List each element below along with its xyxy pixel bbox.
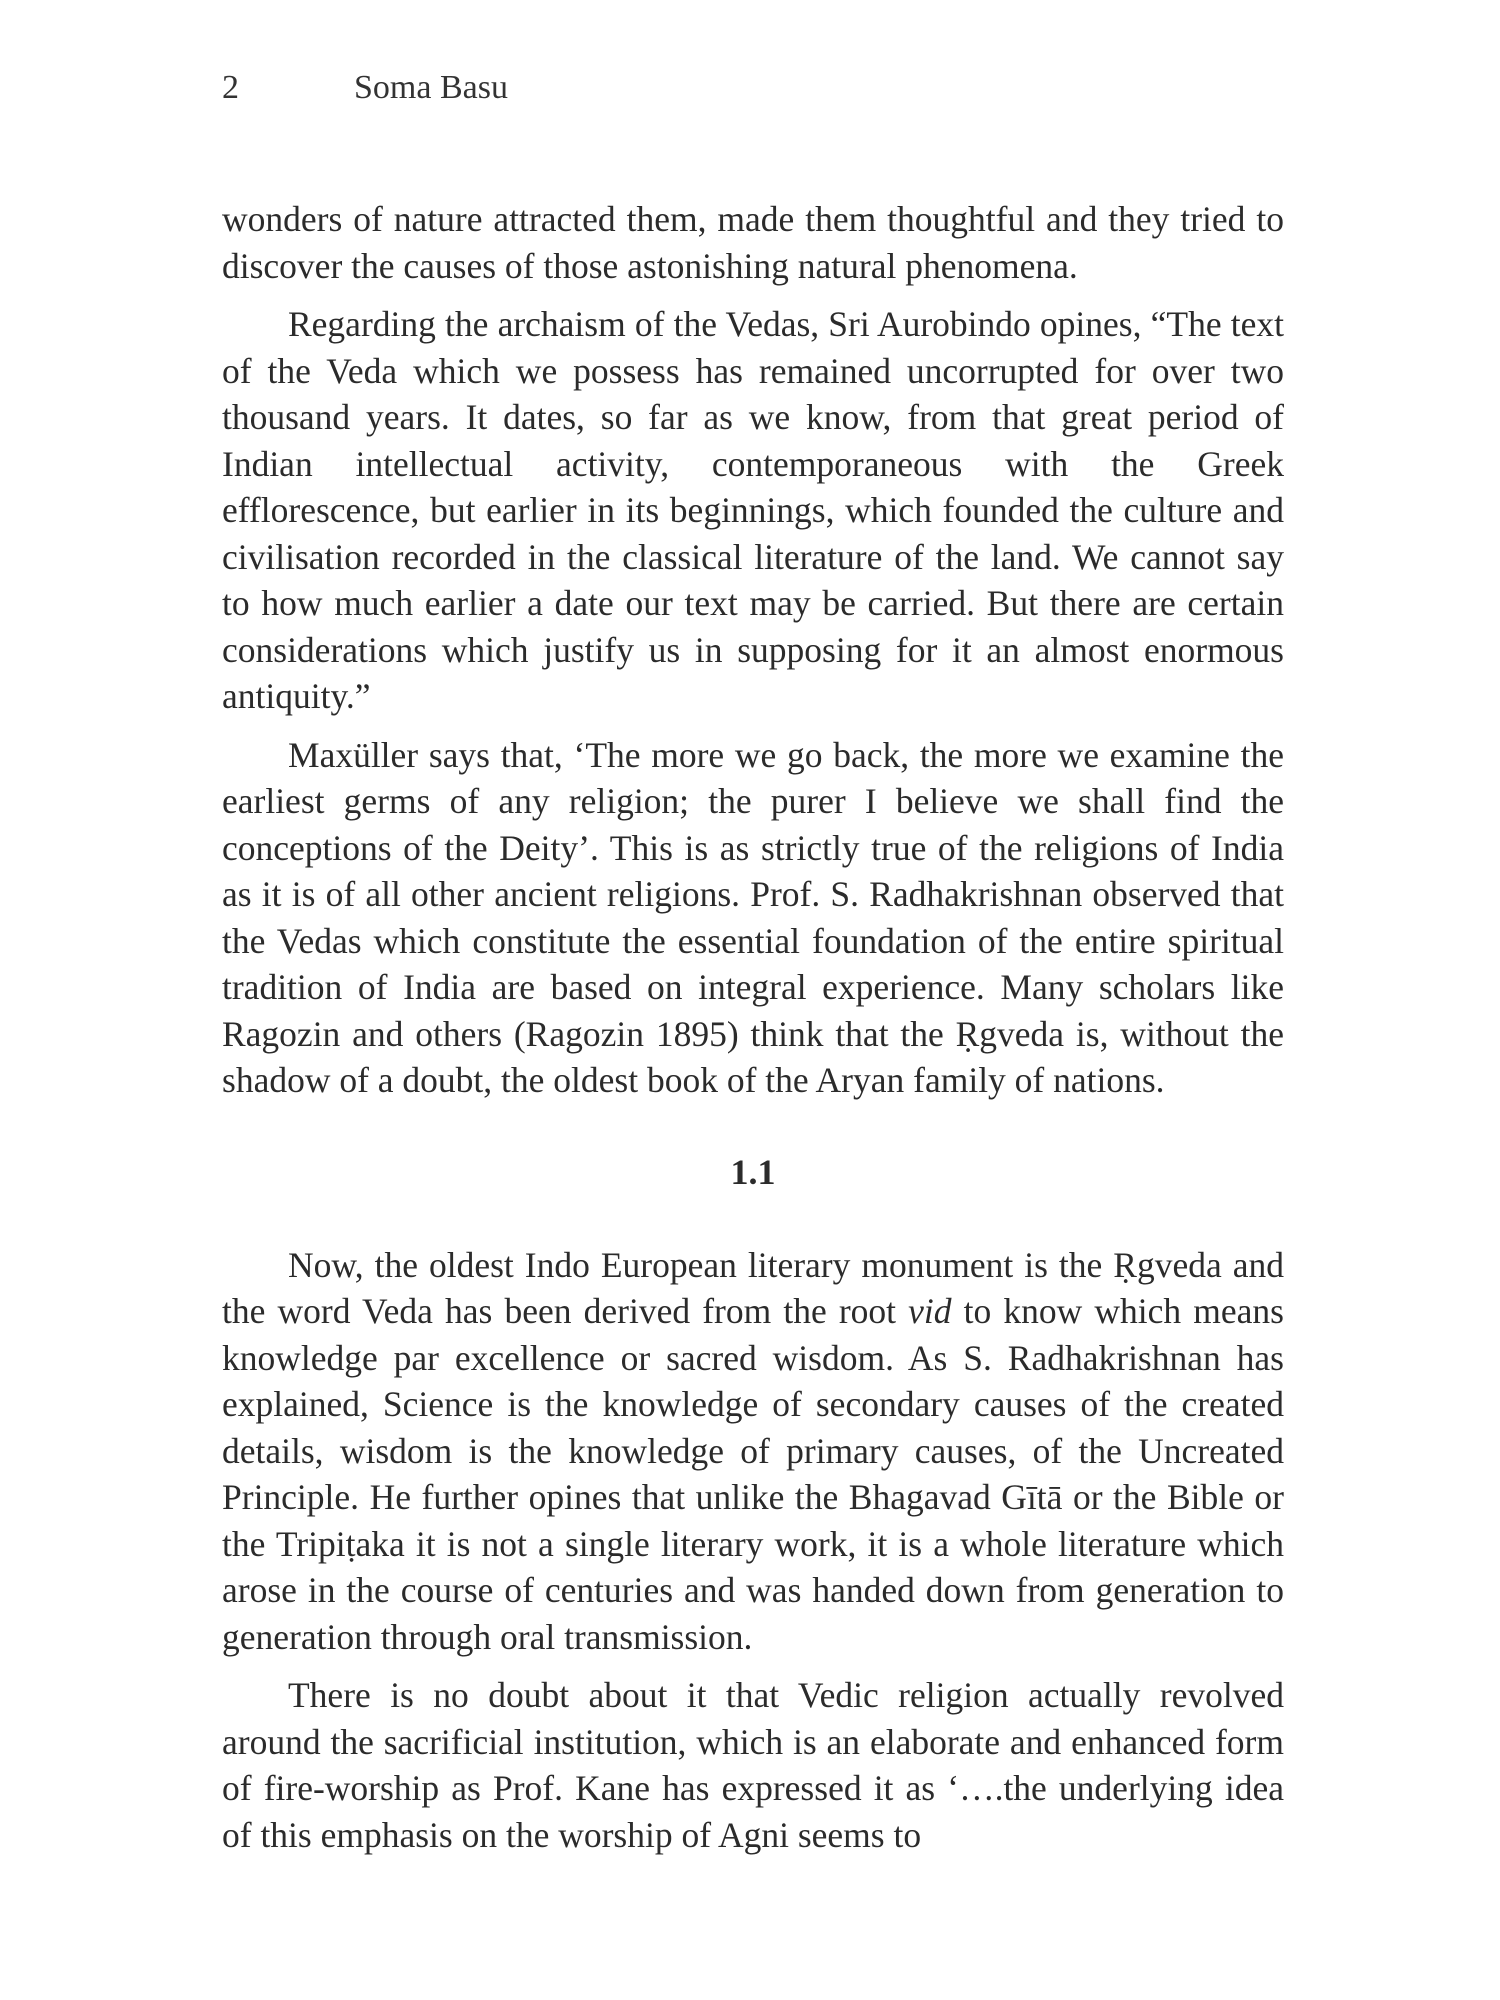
- paragraph-maxuller: Maxüller says that, ‘The more we go back, the more we examine the earliest germs of any religion; the purer I believe we shall find the conceptions of the Deity’. This is as strictly true of the religions of India as it is of all other ancient religions. Prof. S. Radhakrishnan observed that the Vedas which constitute the essential foundation of the entire spiritual tradition of India are based on integral experience. Many scholars like Ragozin and others (Ragozin 1895) think that the Ṛgveda is, without the shadow of a doubt, the oldest book of the Aryan family of nations.: [222, 734, 1284, 1100]
- body-text: [222, 196, 1284, 1870]
- paragraph-rgveda: [222, 1242, 1284, 1661]
- paragraph-vedic-religion: There is no doubt about it that Vedic religion actually revolved around the sacrificial institution, which is an elaborate and enhanced form of fire-worship as Prof. Kane has expressed it as ‘….the underlying idea of this emphasis on the worship of Agni seems to: [222, 1675, 1284, 1855]
- paragraph-rgveda-part-2: to know which means knowledge par excellence or sacred wisdom. As S. Radhakrishnan has explained, Science is the knowledge of secondary causes of the created details, wisdom is the knowledge of primary causes, of the Uncreated Principle. He further opines that unlike the Bhagavad Gītā or the Bible or the Tripiṭaka it is not a single literary work, it is a whole literature which arose in the course of centuries and was handed down from generation to generation through oral transmission.: [222, 1291, 1284, 1657]
- page-number: 2: [222, 69, 239, 106]
- italic-term-vid: vid: [908, 1291, 952, 1331]
- paragraph-rgveda-part-1: Now, the oldest Indo European literary monument is the Ṛgveda and the word Veda has been derived from the root: [222, 1244, 1284, 1331]
- section-heading: 1.1: [730, 1151, 776, 1192]
- paragraph-continued: wonders of nature attracted them, made them thoughtful and they tried to discover the causes of those astonishing natural phenomena.: [222, 199, 1284, 286]
- paragraph-aurobindo-quote: Regarding the archaism of the Vedas, Sri Aurobindo opines, “The text of the Veda which we possess has remained uncorrupted for over two thousand years. It dates, so far as we know, from that great period of Indian intellectual activity, contemporaneous with the Greek efflorescence, but earlier in its beginnings, which founded the culture and civilisation recorded in the classical literature of the land. We cannot say to how much earlier a date our text may be carried. But there are certain considerations which justify us in supposing for it an almost enormous antiquity.”: [222, 304, 1284, 716]
- running-head: [222, 68, 508, 108]
- author-name: Soma Basu: [354, 69, 508, 106]
